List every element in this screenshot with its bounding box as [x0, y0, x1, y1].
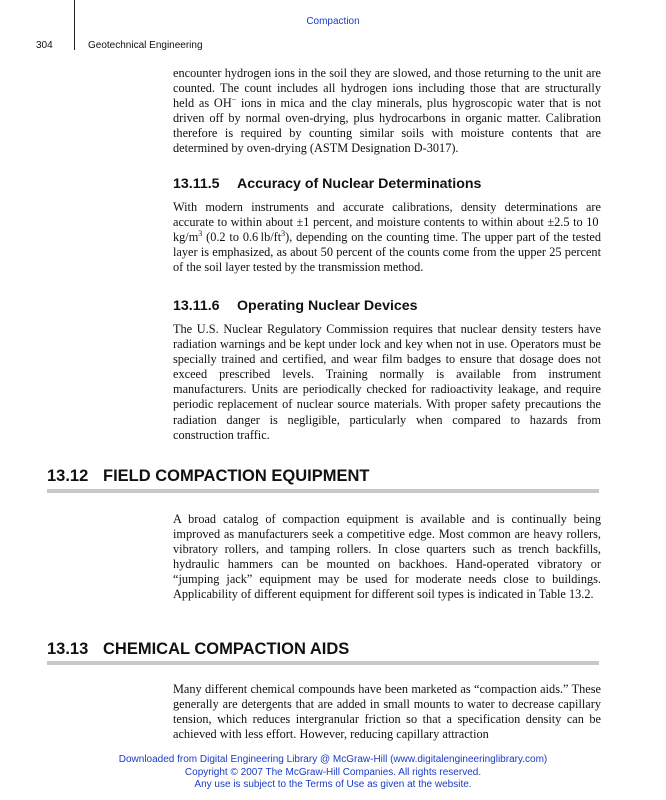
- section-title: CHEMICAL COMPACTION AIDS: [103, 640, 350, 658]
- paragraph-intro: [173, 66, 601, 157]
- subheading-operating: [173, 298, 418, 314]
- subheading-title: Operating Nuclear Devices: [237, 298, 418, 314]
- text-run: ions in mica and the clay minerals, plus hygroscopic water that is not driven off by normal oven-drying, plus hydrocarbons in organic matter. Calibration therefore is required by counting similar soils with moisture contents that are determined by oven-drying (ASTM Designation D-3017).: [173, 96, 601, 156]
- subheading-title: Accuracy of Nuclear Determinations: [237, 176, 482, 192]
- section-number: 13.13: [47, 640, 89, 658]
- paragraph-operating: The U.S. Nuclear Regulatory Commission requires that nuclear density testers have radiation warnings and be kept under lock and key when not in use. Operators must be specially trained and certified, and wear film badges to ensure that dosage does not exceed prescribed levels. Training normally is available from instrument manufacturers. Units are periodically checked for radioactivity leakage, and require periodic replacement of nuclear source materials. With proper safety precautions the radiation danger is negligible, particularly when compared to hazards from construction traffic.: [173, 322, 601, 442]
- paragraph-accuracy: [173, 200, 601, 275]
- superscript: −: [231, 95, 237, 105]
- section-rule: [47, 489, 599, 493]
- section-heading-field-compaction: [47, 467, 599, 486]
- footer-copyright: Copyright © 2007 The McGraw-Hill Companies. All rights reserved.: [184, 766, 482, 778]
- text-run: With modern instruments and accurate calibrations, density determinations are accurate to within about ±1 percent, and moisture contents to within about ±2.5 to 10 kg/m: [173, 200, 601, 245]
- paragraph-chemical: Many different chemical compounds have been marketed as “compaction aids.” These generally are detergents that are added in small mounts to water to decrease capillary tension, which reduces intergranular friction so that a specification density can be achieved with less effort. However, reducing capillary attraction: [173, 682, 601, 742]
- subheading-accuracy: [173, 176, 481, 192]
- section-title: FIELD COMPACTION EQUIPMENT: [103, 467, 370, 485]
- section-heading-chemical-aids: [47, 640, 599, 659]
- superscript: 3: [281, 229, 286, 239]
- section-rule: [47, 661, 599, 665]
- footer-download-link[interactable]: Downloaded from Digital Engineering Library @ McGraw-Hill (www.digitalengineeringlibrary.com): [118, 754, 548, 765]
- section-number: 13.12: [47, 467, 89, 485]
- subheading-number: 13.11.6: [173, 298, 220, 314]
- text-run: (0.2 to 0.6 lb/ft: [202, 230, 282, 245]
- footer: [0, 754, 666, 792]
- footer-terms-link[interactable]: Any use is subject to the Terms of Use as given at the website.: [194, 779, 472, 790]
- chapter-link[interactable]: Compaction: [306, 16, 360, 27]
- subheading-number: 13.11.5: [173, 176, 220, 192]
- paragraph-equipment: A broad catalog of compaction equipment is available and is continually being improved as manufacturers seek a competitive edge. Most common are heavy rollers, vibratory rollers, and tamping rollers. In close quarters such as trench backfills, hydraulic hammers can be mounted on backhoes. Hand-operated vibratory or “jumping jack” equipment may be used for moderate needs close to buildings. Applicability of different equipment for different soil types is indicated in Table 13.2.: [173, 512, 601, 602]
- superscript: 3: [198, 229, 203, 239]
- page-number: 304: [36, 40, 53, 51]
- header-divider: [74, 0, 75, 50]
- running-head: Geotechnical Engineering: [88, 40, 203, 51]
- text-run: ), depending on the counting time. The upper part of the tested layer is emphasized, as about 50 percent of the counts come from the upper 25 percent of the soil layer tested by the transmission method.: [173, 230, 601, 275]
- text-run: encounter hydrogen ions in the soil they are slowed, and those returning to the unit are counted. The count includes all hydrogen ions including those that are structurally held as OH: [173, 66, 601, 111]
